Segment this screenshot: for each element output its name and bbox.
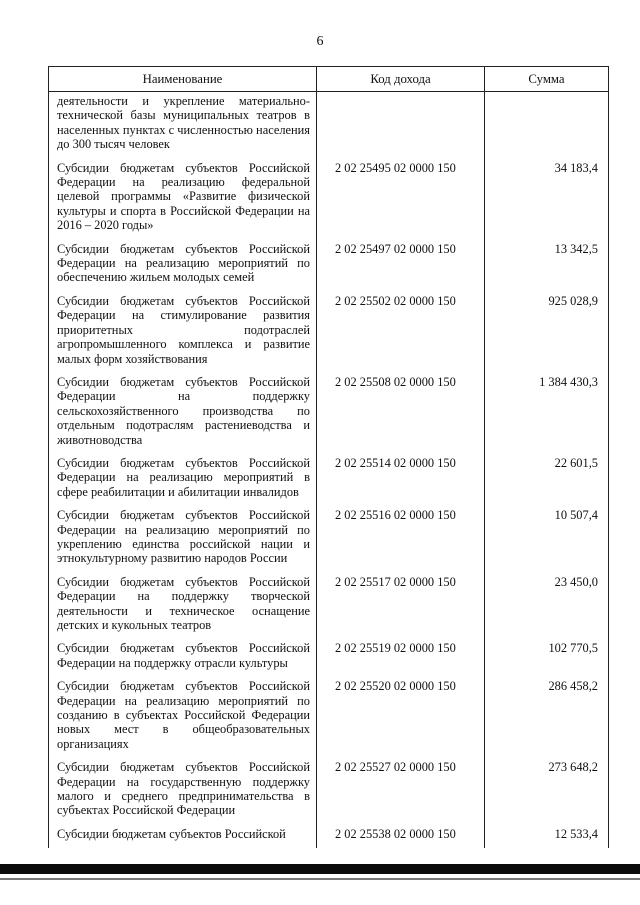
row-sum: 1 384 430,3: [485, 373, 609, 454]
row-name: Субсидии бюджетам субъектов Российской Федерации на реализацию мероприятий по обеспечению жильем молодых семей: [49, 240, 317, 292]
table-row: [49, 292, 609, 373]
row-sum: 12 533,4: [485, 825, 609, 848]
row-code: 2 02 25517 02 0000 150: [317, 573, 485, 640]
row-code: 2 02 25520 02 0000 150: [317, 677, 485, 758]
row-sum: 10 507,4: [485, 506, 609, 573]
row-code: 2 02 25495 02 0000 150: [317, 159, 485, 240]
row-sum: 23 450,0: [485, 573, 609, 640]
row-name: Субсидии бюджетам субъектов Российской Федерации на реализацию мероприятий по созданию в субъектах Российской Федерации новых мест в общеобразовательных организациях: [49, 677, 317, 758]
page-number: 6: [316, 34, 324, 49]
table-row: [49, 573, 609, 640]
row-sum: 102 770,5: [485, 639, 609, 677]
row-code: 2 02 25497 02 0000 150: [317, 240, 485, 292]
table-header-row: [49, 67, 609, 92]
header-name: Наименование: [49, 67, 317, 92]
row-sum: 286 458,2: [485, 677, 609, 758]
table-row: [49, 159, 609, 240]
table-row: [49, 639, 609, 677]
row-code: [317, 92, 485, 159]
table-row: [49, 92, 609, 159]
row-name: Субсидии бюджетам субъектов Российской Федерации на стимулирование развития приоритетных подотраслей агропромышленного комплекса и развитие малых форм хозяйствования: [49, 292, 317, 373]
scan-edge-line: [0, 878, 640, 880]
budget-table: [48, 66, 609, 848]
table-row: [49, 758, 609, 825]
table-row: [49, 825, 609, 848]
row-code: 2 02 25527 02 0000 150: [317, 758, 485, 825]
row-name: Субсидии бюджетам субъектов Российской Федерации на поддержку творческой деятельности и техническое оснащение детских и кукольных театров: [49, 573, 317, 640]
row-name: Субсидии бюджетам субъектов Российской Федерации на поддержку отрасли культуры: [49, 639, 317, 677]
row-code: 2 02 25514 02 0000 150: [317, 454, 485, 506]
row-sum: 925 028,9: [485, 292, 609, 373]
table-row: [49, 373, 609, 454]
row-code: 2 02 25538 02 0000 150: [317, 825, 485, 848]
row-name: Субсидии бюджетам субъектов Российской Федерации на реализацию мероприятий по укреплению единства российской нации и этнокультурному развитию народов России: [49, 506, 317, 573]
table-row: [49, 677, 609, 758]
row-name: Субсидии бюджетам субъектов Российской Федерации на поддержку сельскохозяйственного производства по отдельным подотраслям растениеводства и животноводства: [49, 373, 317, 454]
row-code: 2 02 25502 02 0000 150: [317, 292, 485, 373]
table-row: [49, 240, 609, 292]
header-sum: Сумма: [485, 67, 609, 92]
row-name: Субсидии бюджетам субъектов Российской Федерации на реализацию федеральной целевой программы «Развитие физической культуры и спорта в Российской Федерации на 2016 – 2020 годы»: [49, 159, 317, 240]
row-name: Субсидии бюджетам субъектов Российской: [49, 825, 317, 848]
row-sum: 22 601,5: [485, 454, 609, 506]
table-row: [49, 454, 609, 506]
scan-edge-bar: [0, 864, 640, 874]
table-body: [49, 92, 609, 849]
table-row: [49, 506, 609, 573]
row-sum: 273 648,2: [485, 758, 609, 825]
row-name: Субсидии бюджетам субъектов Российской Федерации на государственную поддержку малого и среднего предпринимательства в субъектах Российской Федерации: [49, 758, 317, 825]
row-code: 2 02 25508 02 0000 150: [317, 373, 485, 454]
budget-table-container: [48, 66, 608, 848]
header-code: Код дохода: [317, 67, 485, 92]
row-code: 2 02 25516 02 0000 150: [317, 506, 485, 573]
row-name: Субсидии бюджетам субъектов Российской Федерации на реализацию мероприятий в сфере реабилитации и абилитации инвалидов: [49, 454, 317, 506]
row-name: деятельности и укрепление материально-технической базы муниципальных театров в населенных пунктах с численностью населения до 300 тысяч человек: [49, 92, 317, 159]
row-code: 2 02 25519 02 0000 150: [317, 639, 485, 677]
row-sum: 34 183,4: [485, 159, 609, 240]
row-sum: 13 342,5: [485, 240, 609, 292]
row-sum: [485, 92, 609, 159]
